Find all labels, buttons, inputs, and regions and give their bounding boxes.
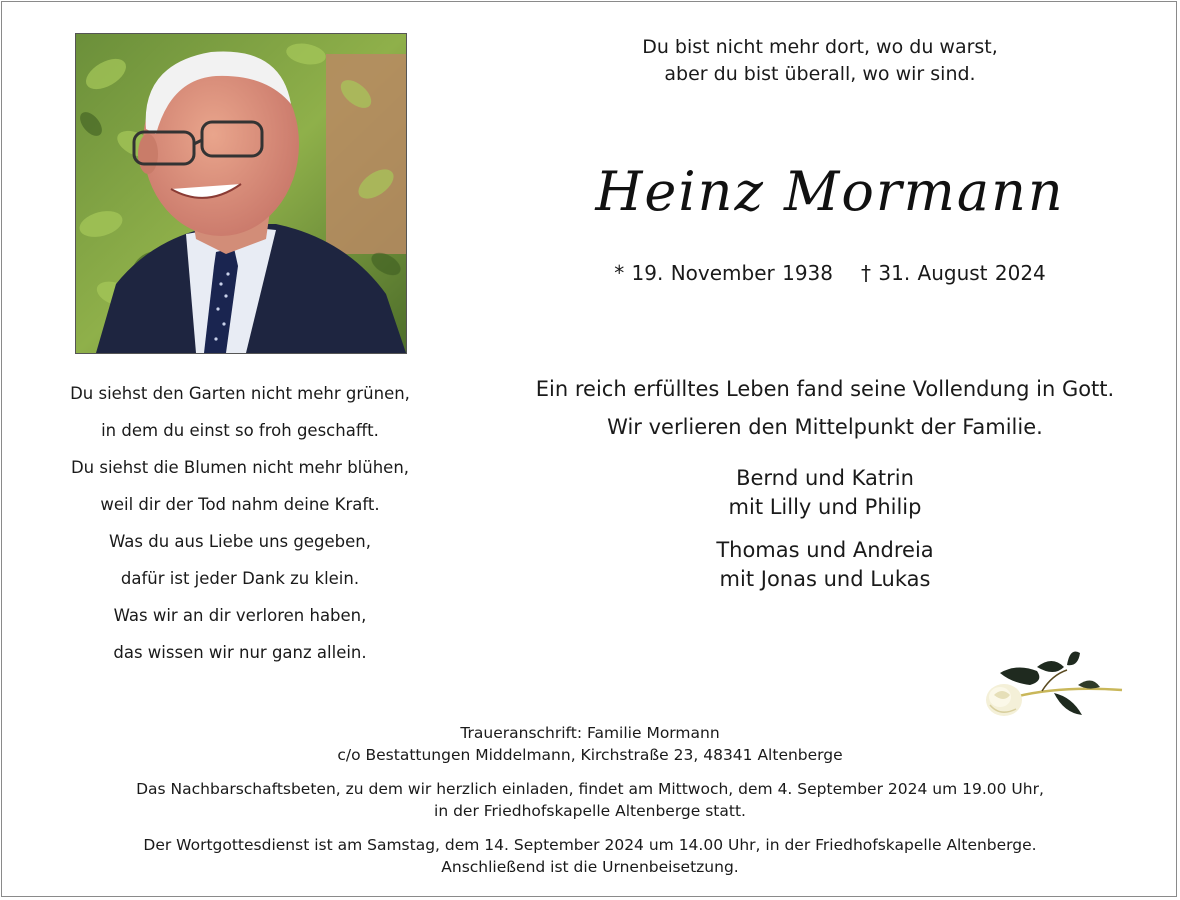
header-quote-line2: aber du bist überall, wo wir sind.: [664, 63, 976, 85]
service-line1: Der Wortgottesdienst ist am Samstag, dem 14. September 2024 um 14.00 Uhr, in der Friedhofskapelle Altenberge.: [143, 836, 1037, 854]
poem-line: in dem du einst so froh geschafft.: [101, 421, 379, 440]
death-date: † 31. August 2024: [861, 261, 1046, 285]
poem-line: Was du aus Liebe uns gegeben,: [109, 532, 371, 551]
portrait-illustration: [76, 34, 406, 353]
prayer-notice: [60, 778, 1120, 822]
tribute-line1: Ein reich erfülltes Leben fand seine Vollendung in Gott.: [535, 377, 1115, 401]
mourning-address: [60, 722, 1120, 766]
address-line1: Traueranschrift: Familie Mormann: [460, 724, 720, 742]
tribute-line2: Wir verlieren den Mittelpunkt der Familie.: [607, 415, 1043, 439]
rose-icon: [982, 645, 1124, 723]
poem-line: Du siehst den Garten nicht mehr grünen,: [70, 384, 410, 403]
deceased-name: Heinz Mormann: [595, 160, 1065, 223]
family-group-1: [560, 464, 1090, 522]
family-group-2: [560, 536, 1090, 594]
poem-line: Was wir an dir verloren haben,: [113, 606, 367, 625]
poem-line: Du siehst die Blumen nicht mehr blühen,: [70, 458, 410, 477]
poem-line: das wissen wir nur ganz allein.: [113, 643, 367, 662]
family-children: mit Lilly und Philip: [728, 495, 922, 519]
address-line2: c/o Bestattungen Middelmann, Kirchstraße 23, 48341 Altenberge: [337, 746, 843, 764]
portrait-photo: [75, 33, 407, 354]
life-dates: [560, 261, 1100, 285]
family-names: Bernd und Katrin: [736, 466, 914, 490]
family-names: Thomas und Andreia: [716, 538, 934, 562]
service-notice: [60, 834, 1120, 878]
header-quote-line1: Du bist nicht mehr dort, wo du warst,: [642, 36, 998, 58]
prayer-line2: in der Friedhofskapelle Altenberge statt.: [434, 802, 746, 820]
header-quote: [560, 34, 1080, 88]
memorial-poem: [40, 383, 440, 679]
poem-line: dafür ist jeder Dank zu klein.: [120, 569, 360, 588]
tribute-text: [500, 370, 1150, 446]
service-line2: Anschließend ist die Urnenbeisetzung.: [441, 858, 739, 876]
prayer-line1: Das Nachbarschaftsbeten, zu dem wir herzlich einladen, findet am Mittwoch, dem 4. September 2024 um 19.00 Uhr,: [136, 780, 1044, 798]
family-children: mit Jonas und Lukas: [719, 567, 931, 591]
birth-date: * 19. November 1938: [614, 261, 834, 285]
poem-line: weil dir der Tod nahm deine Kraft.: [100, 495, 380, 514]
